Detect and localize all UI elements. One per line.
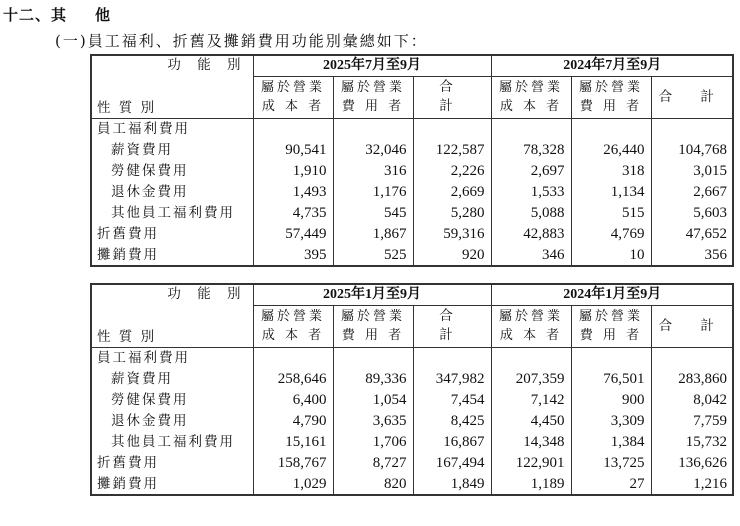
col-exp-l1: 屬於營業 bbox=[340, 80, 405, 96]
value-cell bbox=[491, 118, 571, 140]
value-cell bbox=[571, 347, 651, 369]
value-cell: 347,982 bbox=[413, 369, 491, 390]
value-cell: 26,440 bbox=[571, 140, 651, 161]
row-label: 薪資費用 bbox=[111, 141, 173, 158]
value-cell bbox=[491, 347, 571, 369]
value-cell: 1,849 bbox=[413, 474, 491, 495]
table-row bbox=[91, 140, 733, 161]
table-row bbox=[91, 182, 733, 203]
col-cost-l2: 成 本 者 bbox=[261, 328, 325, 344]
row-label: 退休金費用 bbox=[111, 412, 189, 429]
col-total: 合 計 bbox=[413, 77, 491, 119]
value-cell: 1,493 bbox=[253, 182, 333, 203]
value-cell bbox=[253, 347, 333, 369]
value-cell: 4,450 bbox=[491, 411, 571, 432]
value-cell: 1,910 bbox=[253, 161, 333, 182]
col-cost-l1: 屬於營業 bbox=[498, 309, 563, 325]
col-cost-l2: 成 本 者 bbox=[499, 328, 563, 344]
value-cell: 42,883 bbox=[491, 224, 571, 245]
value-cell bbox=[571, 118, 651, 140]
period-prior: 2024年7月至9月 bbox=[491, 55, 733, 77]
value-cell: 1,706 bbox=[333, 432, 413, 453]
row-label: 薪資費用 bbox=[111, 370, 173, 387]
value-cell: 4,790 bbox=[253, 411, 333, 432]
value-cell: 5,603 bbox=[651, 203, 733, 224]
col-cost bbox=[253, 77, 333, 119]
value-cell: 2,697 bbox=[491, 161, 571, 182]
value-cell: 356 bbox=[651, 245, 733, 266]
value-cell bbox=[651, 118, 733, 140]
value-cell: 13,725 bbox=[571, 453, 651, 474]
value-cell: 258,646 bbox=[253, 369, 333, 390]
value-cell: 395 bbox=[253, 245, 333, 266]
value-cell: 1,176 bbox=[333, 182, 413, 203]
value-cell: 1,867 bbox=[333, 224, 413, 245]
table-row bbox=[91, 203, 733, 224]
col-total: 合 計 bbox=[651, 77, 733, 119]
value-cell: 76,501 bbox=[571, 369, 651, 390]
value-cell: 207,359 bbox=[491, 369, 571, 390]
value-cell: 27 bbox=[571, 474, 651, 495]
value-cell bbox=[333, 347, 413, 369]
value-cell: 1,029 bbox=[253, 474, 333, 495]
row-label: 勞健保費用 bbox=[111, 162, 189, 179]
value-cell bbox=[651, 347, 733, 369]
col-cost bbox=[491, 306, 571, 348]
value-cell: 545 bbox=[333, 203, 413, 224]
period-current: 2025年7月至9月 bbox=[253, 55, 491, 77]
value-cell: 820 bbox=[333, 474, 413, 495]
col-cost-l1: 屬於營業 bbox=[260, 80, 325, 96]
col-cost-l2: 成 本 者 bbox=[499, 99, 563, 115]
table-row bbox=[91, 432, 733, 453]
row-label: 攤銷費用 bbox=[97, 246, 159, 263]
col-exp-l1: 屬於營業 bbox=[340, 309, 405, 325]
value-cell: 8,425 bbox=[413, 411, 491, 432]
col-cost-l1: 屬於營業 bbox=[498, 80, 563, 96]
value-cell: 167,494 bbox=[413, 453, 491, 474]
value-cell: 90,541 bbox=[253, 140, 333, 161]
value-cell: 47,652 bbox=[651, 224, 733, 245]
col-total: 合 計 bbox=[413, 306, 491, 348]
row-label: 員工福利費用 bbox=[97, 349, 190, 366]
col-exp-l2: 費 用 者 bbox=[579, 328, 643, 344]
subsection-heading: (一)員工福利、折舊及攤銷費用功能別彙總如下： bbox=[55, 32, 428, 50]
col-exp-l2: 費 用 者 bbox=[341, 328, 405, 344]
nature-label: 性 質 別 bbox=[91, 77, 253, 119]
value-cell: 3,015 bbox=[651, 161, 733, 182]
value-cell: 900 bbox=[571, 390, 651, 411]
table-row bbox=[91, 347, 733, 369]
value-cell: 515 bbox=[571, 203, 651, 224]
value-cell: 89,336 bbox=[333, 369, 413, 390]
nature-label: 性 質 別 bbox=[91, 306, 253, 348]
row-label: 攤銷費用 bbox=[97, 475, 159, 492]
value-cell: 1,054 bbox=[333, 390, 413, 411]
table-row bbox=[91, 369, 733, 390]
section-heading bbox=[3, 4, 111, 25]
col-expense bbox=[333, 306, 413, 348]
value-cell: 3,635 bbox=[333, 411, 413, 432]
col-expense bbox=[571, 306, 651, 348]
period-current: 2025年1月至9月 bbox=[253, 284, 491, 306]
value-cell: 318 bbox=[571, 161, 651, 182]
col-cost bbox=[253, 306, 333, 348]
table-row bbox=[91, 453, 733, 474]
value-cell: 5,280 bbox=[413, 203, 491, 224]
value-cell: 283,860 bbox=[651, 369, 733, 390]
value-cell bbox=[253, 118, 333, 140]
value-cell: 2,669 bbox=[413, 182, 491, 203]
value-cell bbox=[333, 118, 413, 140]
value-cell: 1,134 bbox=[571, 182, 651, 203]
function-label: 功 能 別 bbox=[167, 286, 247, 303]
expense-table-q3 bbox=[91, 55, 733, 266]
value-cell: 158,767 bbox=[253, 453, 333, 474]
value-cell: 7,454 bbox=[413, 390, 491, 411]
row-label: 勞健保費用 bbox=[111, 391, 189, 408]
value-cell: 3,309 bbox=[571, 411, 651, 432]
value-cell: 1,533 bbox=[491, 182, 571, 203]
table-row bbox=[91, 390, 733, 411]
value-cell: 78,328 bbox=[491, 140, 571, 161]
value-cell: 7,142 bbox=[491, 390, 571, 411]
value-cell: 57,449 bbox=[253, 224, 333, 245]
table-row bbox=[91, 245, 733, 266]
value-cell: 2,226 bbox=[413, 161, 491, 182]
value-cell: 7,759 bbox=[651, 411, 733, 432]
table-row bbox=[91, 411, 733, 432]
section-heading-text: 十二、其 bbox=[3, 6, 68, 24]
row-label: 折舊費用 bbox=[97, 454, 159, 471]
value-cell: 6,400 bbox=[253, 390, 333, 411]
col-total: 合 計 bbox=[651, 306, 733, 348]
value-cell bbox=[413, 347, 491, 369]
value-cell: 122,587 bbox=[413, 140, 491, 161]
value-cell: 15,732 bbox=[651, 432, 733, 453]
col-exp-l1: 屬於營業 bbox=[578, 309, 643, 325]
col-expense bbox=[333, 77, 413, 119]
value-cell: 1,189 bbox=[491, 474, 571, 495]
value-cell: 1,216 bbox=[651, 474, 733, 495]
value-cell: 104,768 bbox=[651, 140, 733, 161]
value-cell: 1,384 bbox=[571, 432, 651, 453]
row-label: 員工福利費用 bbox=[97, 120, 190, 137]
value-cell: 15,161 bbox=[253, 432, 333, 453]
value-cell: 2,667 bbox=[651, 182, 733, 203]
col-cost-l1: 屬於營業 bbox=[260, 309, 325, 325]
value-cell: 5,088 bbox=[491, 203, 571, 224]
table-row bbox=[91, 224, 733, 245]
row-label: 折舊費用 bbox=[97, 225, 159, 242]
value-cell: 16,867 bbox=[413, 432, 491, 453]
value-cell: 14,348 bbox=[491, 432, 571, 453]
value-cell: 4,735 bbox=[253, 203, 333, 224]
expense-table-ytd bbox=[91, 284, 733, 495]
table-row bbox=[91, 474, 733, 495]
period-prior: 2024年1月至9月 bbox=[491, 284, 733, 306]
value-cell: 346 bbox=[491, 245, 571, 266]
value-cell: 10 bbox=[571, 245, 651, 266]
value-cell: 920 bbox=[413, 245, 491, 266]
col-exp-l2: 費 用 者 bbox=[579, 99, 643, 115]
table-row bbox=[91, 161, 733, 182]
value-cell: 316 bbox=[333, 161, 413, 182]
col-exp-l2: 費 用 者 bbox=[341, 99, 405, 115]
row-label: 其他員工福利費用 bbox=[111, 204, 235, 221]
function-label: 功 能 別 bbox=[167, 57, 247, 74]
col-exp-l1: 屬於營業 bbox=[578, 80, 643, 96]
value-cell: 122,901 bbox=[491, 453, 571, 474]
col-cost bbox=[491, 77, 571, 119]
col-cost-l2: 成 本 者 bbox=[261, 99, 325, 115]
value-cell: 4,769 bbox=[571, 224, 651, 245]
row-label: 退休金費用 bbox=[111, 183, 189, 200]
col-expense bbox=[571, 77, 651, 119]
value-cell: 525 bbox=[333, 245, 413, 266]
value-cell: 136,626 bbox=[651, 453, 733, 474]
value-cell: 59,316 bbox=[413, 224, 491, 245]
value-cell: 8,727 bbox=[333, 453, 413, 474]
table-row bbox=[91, 118, 733, 140]
section-heading-tail: 他 bbox=[95, 6, 112, 24]
value-cell: 32,046 bbox=[333, 140, 413, 161]
value-cell bbox=[413, 118, 491, 140]
value-cell: 8,042 bbox=[651, 390, 733, 411]
row-label: 其他員工福利費用 bbox=[111, 433, 235, 450]
